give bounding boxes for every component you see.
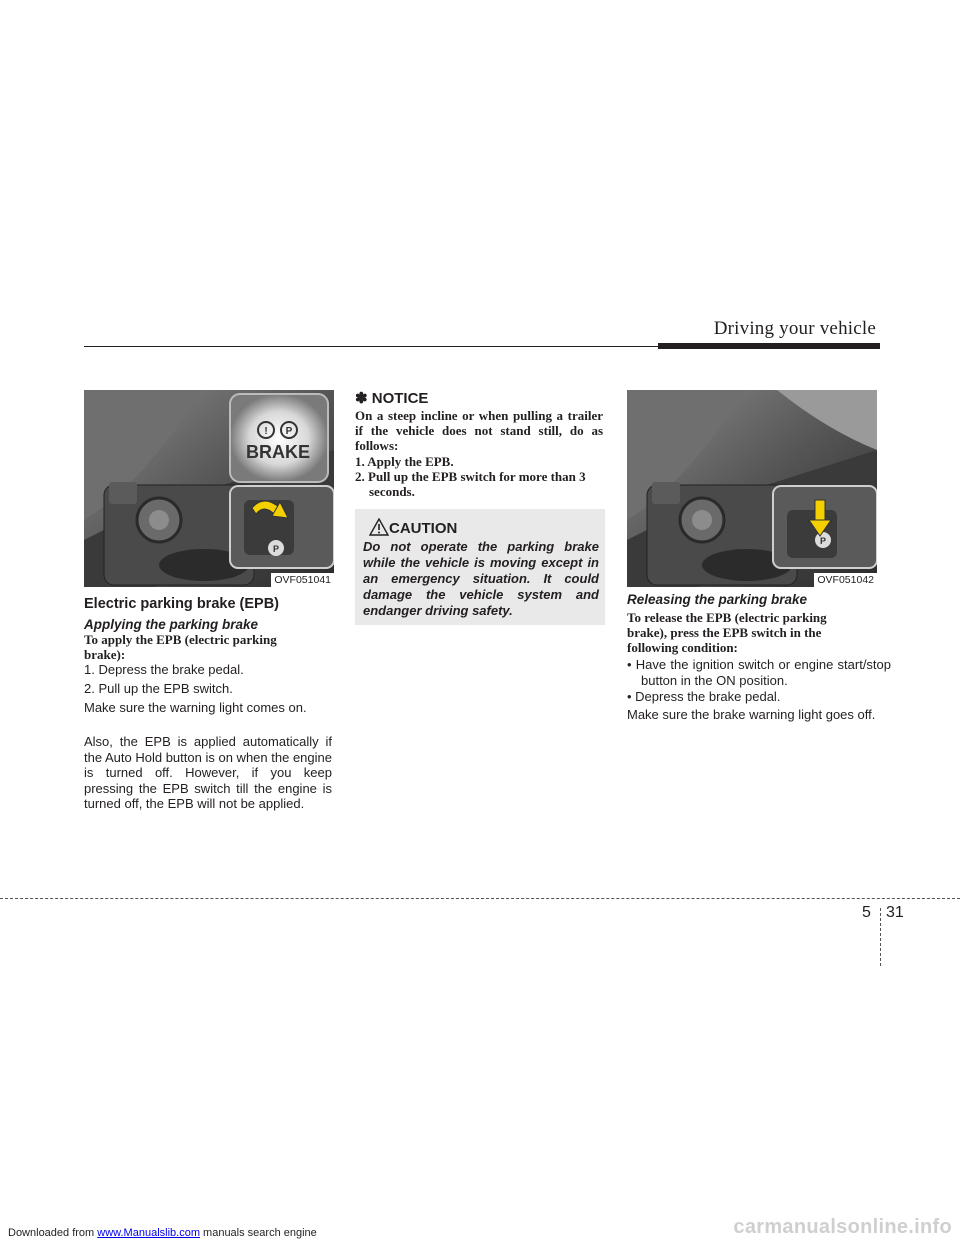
- figure-code: OVF051042: [814, 573, 877, 587]
- subheading-apply: Applying the parking brake: [84, 617, 259, 632]
- caution-text: Do not operate the parking brake while the vehicle is moving except in an emergency situation. It could damage the vehicle system and endanger driving safety.: [363, 539, 599, 618]
- download-prefix: Downloaded from: [8, 1227, 98, 1239]
- release-bullet-2-text: Depress the brake pedal.: [635, 689, 781, 704]
- apply-step-2: 2. Pull up the EPB switch.: [84, 681, 233, 696]
- page-number: 31: [886, 904, 904, 921]
- footer-rule: [0, 898, 960, 899]
- epb-release-figure: [627, 390, 877, 587]
- release-bullet-1: • Have the ignition switch or engine start/stop button in the ON position.: [627, 657, 892, 688]
- epb-apply-illustration: [84, 390, 334, 587]
- brake-warning-text: BRAKE: [245, 442, 311, 462]
- header-rule-accent: [658, 343, 880, 349]
- caution-title: CAUTION: [389, 520, 458, 537]
- svg-text:!: !: [264, 426, 268, 437]
- svg-text:P: P: [285, 426, 293, 437]
- notice-title: ✽ NOTICE: [355, 390, 429, 407]
- epb-apply-figure: [84, 390, 334, 587]
- caution-box: [355, 509, 605, 625]
- epb-release-illustration: [627, 390, 877, 587]
- section-heading: Electric parking brake (EPB): [84, 596, 280, 612]
- release-note: Make sure the brake warning light goes off.: [627, 707, 876, 722]
- apply-note: Make sure the warning light comes on.: [84, 700, 307, 715]
- chapter-number: 5: [862, 904, 871, 921]
- notice-step-1: 1. Apply the EPB.: [355, 454, 454, 469]
- apply-intro: To apply the EPB (electric parking brake):: [84, 632, 277, 662]
- warning-triangle-icon: [369, 518, 389, 536]
- subheading-release: Releasing the parking brake: [627, 592, 808, 607]
- svg-text:P: P: [272, 544, 280, 554]
- watermark: carmanualsonline.info: [733, 1216, 952, 1238]
- download-line: [8, 1227, 317, 1239]
- page-divider: [880, 908, 881, 966]
- release-bullet-2: • Depress the brake pedal.: [627, 689, 781, 704]
- svg-text:P: P: [819, 536, 827, 546]
- notice-text: On a steep incline or when pulling a trailer if the vehicle does not stand still, do as follows:: [355, 408, 603, 453]
- release-bullet-1-text: Have the ignition switch or engine start/stop button in the ON position.: [635, 657, 892, 688]
- auto-hold-paragraph: Also, the EPB is applied automatically if the Auto Hold button is on when the engine is turned off. However, if you keep pressing the EPB switch till the engine is turned off, the EPB will not be applied.: [84, 734, 332, 811]
- apply-step-1: 1. Depress the brake pedal.: [84, 662, 244, 677]
- release-intro: To release the EPB (electric parking brake), press the EPB switch in the following condition:: [627, 610, 827, 655]
- section-title: Driving your vehicle: [713, 318, 876, 339]
- figure-code: OVF051041: [271, 573, 334, 587]
- manualslib-link[interactable]: www.Manualslib.com: [97, 1227, 200, 1239]
- download-suffix: manuals search engine: [199, 1227, 317, 1239]
- notice-step-2: 2. Pull up the EPB switch for more than 3 seconds.: [355, 469, 586, 499]
